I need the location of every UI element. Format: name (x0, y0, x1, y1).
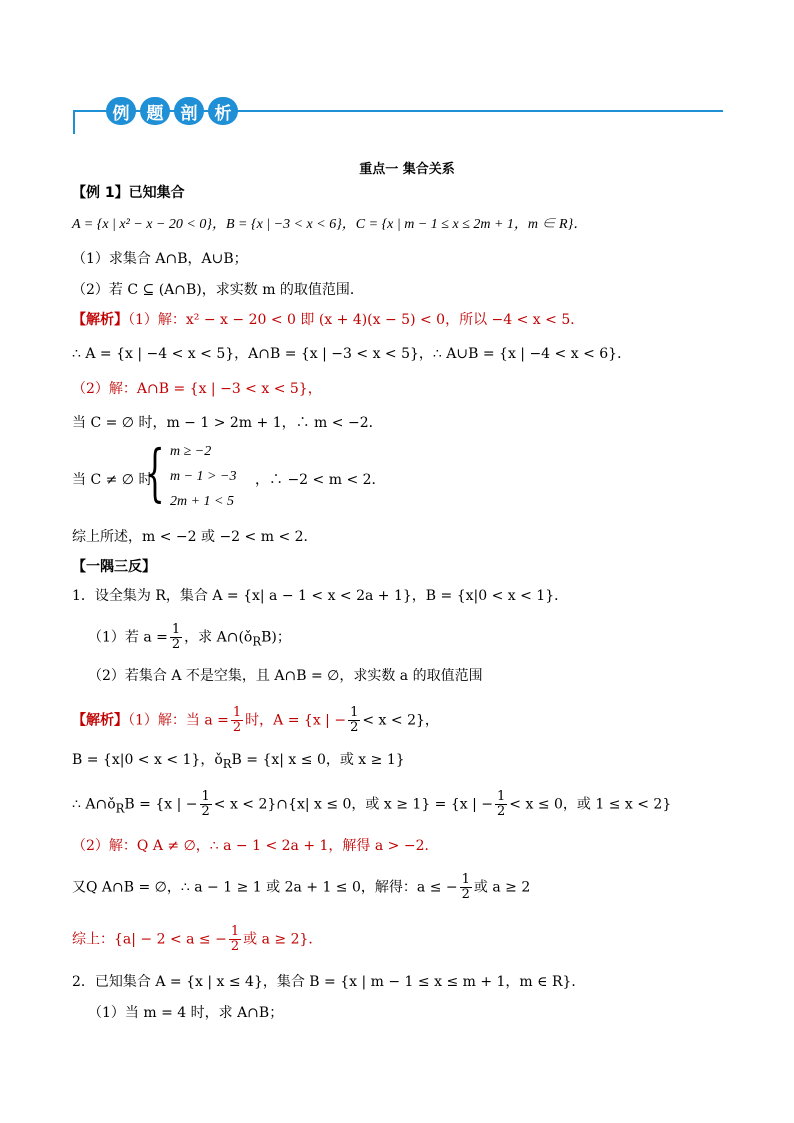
solution-case-prefix: 当 C ≠ ∅ 时， (72, 472, 167, 488)
problem-1-conclusion (72, 925, 322, 954)
text: 或 a ≥ 2}． (243, 931, 323, 948)
text: B = {x| x ≤ 0，或 x ≥ 1} (231, 752, 405, 768)
banner-char: 例 (106, 97, 136, 125)
header-tick (73, 110, 75, 134)
numerator: 1 (497, 789, 506, 804)
text: 或 a ≥ 2 (473, 879, 531, 896)
question-1: （1）求集合 A∩B，A∪B； (72, 251, 248, 267)
problem-1-q1 (88, 623, 291, 652)
text: < x ≤ 0，或 1 ≤ x < 2} (509, 796, 672, 813)
problem-1-q2: （2）若集合 A 不是空集，且 A∩B = ∅，求实数 a 的取值范围 (88, 668, 483, 684)
numerator: 1 (461, 872, 470, 887)
text: B = {x|0 < x < 1}，ǒ (72, 752, 223, 768)
example-sets: A = {x | x² − x − 20 < 0}，B = {x | −3 < x < 6}，C = {x | m − 1 ≤ x ≤ 2m + 1，m ∈ R}． (72, 217, 588, 232)
solution-line-1 (72, 310, 584, 330)
fraction (231, 706, 243, 735)
fraction (460, 873, 472, 902)
problem-1-solution-2 (72, 750, 405, 774)
solution-line-2: ∴ A = {x | −4 < x < 5}，A∩B = {x | −3 < x < 5}，∴ A∪B = {x | −4 < x < 6}． (72, 346, 632, 362)
denominator: 2 (171, 637, 181, 652)
system-row: m − 1 > −3 (170, 469, 237, 484)
section-title: 重点一 集合关系 (359, 162, 455, 177)
question-2: （2）若 C ⊆ (A∩B)，求实数 m 的取值范围． (72, 282, 364, 298)
drill-label: 【一隅三反】 (72, 559, 156, 575)
problem-1-solution-3 (72, 790, 671, 819)
text: ，求 A∩(ǒ (184, 629, 253, 646)
text: < x < 2}∩{x| x ≤ 0，或 x ≥ 1} = {x | − (213, 796, 494, 813)
solution-text: （1）解：x² − x − 20 < 0 即 (x + 4)(x − 5) < 0，所以 −4 < x < 5． (128, 312, 585, 328)
denominator: 2 (201, 804, 210, 819)
banner-char: 析 (208, 97, 238, 125)
banner-char: 题 (140, 97, 170, 125)
denominator: 2 (497, 804, 506, 819)
solution-case-result: ，∴ −2 < m < 2． (255, 472, 386, 488)
problem-1-solution-4: （2）解：Q A ≠ ∅，∴ a − 1 < 2a + 1，解得 a > −2． (72, 838, 439, 854)
solution-label: 【解析】 (72, 312, 128, 328)
problem-1-solution-1 (72, 706, 439, 735)
example-label: 【例 1】已知集合 (72, 185, 185, 201)
denominator: 2 (461, 887, 470, 902)
text: （1）解：当 a = (128, 712, 229, 729)
text: 又Q A∩B = ∅，∴ a − 1 ≥ 1 或 2a + 1 ≤ 0，解得：a ≤ − (72, 879, 458, 896)
fraction (348, 706, 360, 735)
fraction (170, 623, 182, 652)
solution-label: 【解析】 (72, 712, 128, 729)
brace-symbol: { (145, 436, 165, 509)
numerator: 1 (350, 705, 359, 720)
problem-2-q1: （1）当 m = 4 时，求 A∩B； (88, 1005, 284, 1021)
denominator: 2 (232, 720, 242, 735)
numerator: 1 (201, 789, 210, 804)
problem-2-stem: 2．已知集合 A = {x | x ≤ 4}，集合 B = {x | m − 1 ≤ x ≤ m + 1，m ∈ R}． (72, 974, 586, 990)
solution-line-3: （2）解：A∩B = {x | −3 < x < 5}， (72, 381, 322, 397)
numerator: 1 (230, 924, 240, 939)
section-banner (103, 96, 241, 126)
denominator: 2 (350, 720, 359, 735)
solution-line-4: 当 C = ∅ 时，m − 1 > 2m + 1，∴ m < −2． (72, 415, 383, 431)
text: 时，A = {x | − (245, 712, 347, 729)
problem-1-stem: 1．设全集为 R，集合 A = {x| a − 1 < x < 2a + 1}，B = {x|0 < x < 1}． (72, 588, 569, 604)
text: （1）若 a = (88, 629, 168, 646)
subscript: R (252, 634, 262, 649)
banner-char: 剖 (174, 97, 204, 125)
text: 综上：{a| − 2 < a ≤ − (72, 931, 227, 948)
system-row: m ≥ −2 (170, 444, 212, 459)
solution-conclusion: 综上所述，m < −2 或 −2 < m < 2． (72, 529, 318, 545)
problem-1-solution-5 (72, 873, 530, 902)
subscript: R (115, 801, 125, 816)
numerator: 1 (232, 705, 242, 720)
text: B)； (261, 629, 291, 646)
subscript: R (222, 756, 232, 771)
text: < x < 2}， (362, 712, 439, 729)
fraction (200, 790, 212, 819)
text: ∴ A∩ǒ (72, 796, 116, 813)
denominator: 2 (230, 939, 240, 954)
text: B = {x | − (124, 796, 198, 813)
fraction (229, 925, 241, 954)
numerator: 1 (171, 622, 181, 637)
fraction (495, 790, 507, 819)
system-row: 2m + 1 < 5 (170, 494, 235, 509)
